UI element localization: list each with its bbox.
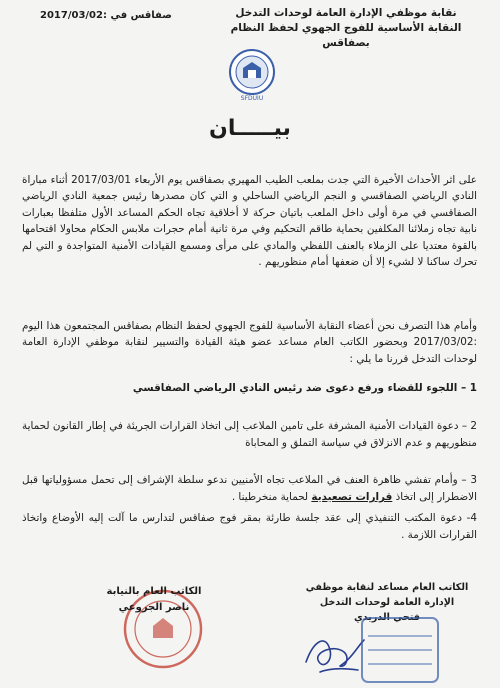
- header-date: صفاقس في :2017/03/02: [40, 10, 172, 21]
- signature-right-role: الكاتب العام مساعد لنقابة موظفي: [305, 582, 469, 593]
- logo-caption: SFDUIU: [240, 95, 264, 102]
- decision-item-1: 1 – اللجوء للقضاء ورفع دعوى ضد رئيس النادي الرياضي الصفاقسي: [132, 382, 477, 394]
- union-stamp-blue-icon: [358, 612, 442, 688]
- paragraph-incident: على اثر الأحداث الأخيرة التي جدت بملعب الطيب المهيري بصفاقس يوم الأربعاء 2017/03/01 أثناء مباراة النادي الرياضي الصفاقسي و النجم الرياضي الساحلي و التي كان مصدرها رئيس جمعية النادي الرياضي الصفاقسي في مرة أولى داخل الملعب باتيان حركة لا أخلاقية تجاه الحكم المساعد الأول متلفظا بعبارات نابية تجاه زملائنا المكلفين بحماية طاقم التحكيم وفي مرة ثانية أمام حجرات ملابس الحكام محاولا اقتحامها بالقوة معتديا على الزملاء بالعنف اللفظي والمادي على مرأى ومسمع القيادات الأمنية المتواجدة و التي لم تحرك ساكنا لا لشيء إلا أن ضعفها أمام منظوريهم .: [22, 174, 477, 269]
- signature-block-left: [94, 584, 214, 616]
- header-line-1: نقابة موظفي الإدارة العامة لوحدات التدخل: [235, 7, 457, 19]
- signature-left-name: ناصر الجروعي: [118, 602, 190, 613]
- union-emblem-icon: [226, 48, 278, 104]
- decision-item-3-emphasis: قرارات تصعيدية: [311, 491, 393, 503]
- decision-item-3-end: لحماية منخرطينا .: [231, 491, 309, 503]
- decision-item-2: 2 – دعوة القيادات الأمنية المشرفة على تامين الملاعب إلى اتخاذ القرارات الجريئة في إطار القانون لحماية منظوريهم و عدم الانزلاق في سياسة التملق و المحاباة: [22, 420, 477, 449]
- paragraph-decision-intro: وأمام هذا التصرف نحن أعضاء النقابة الأساسية للفوج الجهوي لحفظ النظام بصفاقس المجتمعون هذا اليوم :2017/03/02 وبحضور الكاتب العام مساعد عضو هيئة القيادة والتسيير لنقابة موظفي الإدارة العامة لوحدات التدخل قررنا ما يلي :: [22, 320, 477, 365]
- signature-right-name: فتحي الدريدي: [353, 612, 421, 623]
- decision-item-3-text: 3 – وأمام تفشي ظاهرة العنف في الملاعب تجاه الأمنيين ندعو سلطة الإشراف إلى تحمل مسؤولياتها قبل الاضطرار إلى اتخاذ: [22, 474, 477, 503]
- decision-item-3: [22, 472, 477, 506]
- signature-right-org: الإدارة العامة لوحدات التدخل: [319, 597, 455, 608]
- header-line-2: النقابة الأساسية للفوج الجهوي لحفظ النظام بصفاقس: [230, 22, 462, 49]
- signature-left-role: الكاتب العام بالنيابة: [106, 586, 202, 597]
- document-title: بيـــــان: [209, 116, 291, 141]
- decision-item-4: 4- دعوة المكتب التنفيذي إلى عقد جلسة طارئة بمقر فوج صفاقس لتدارس ما آلت إليه الأوضاع واتخاذ القرارات اللازمة .: [22, 512, 477, 541]
- header-organization: [206, 6, 486, 51]
